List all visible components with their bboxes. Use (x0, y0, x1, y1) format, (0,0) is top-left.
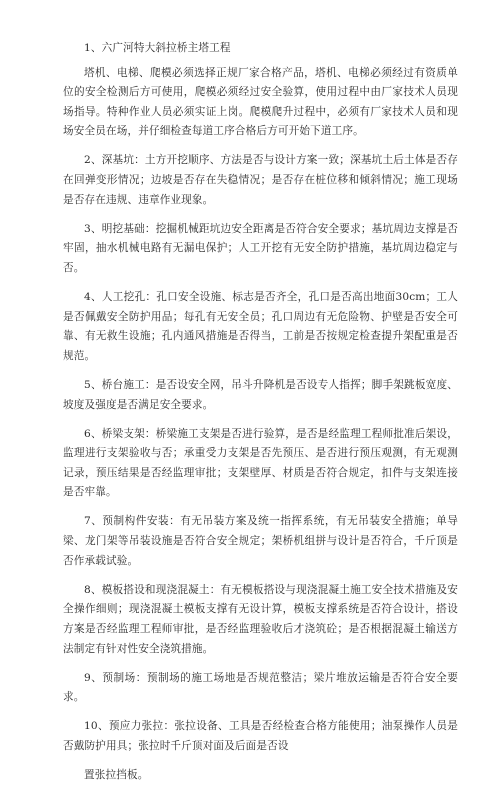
paragraph-precast-yard: 9、预制场：预制场的施工场地是否规范整洁；梁片堆放运输是否符合安全要求。 (63, 671, 458, 704)
section-heading-tower: 1、六广河特大斜拉桥主塔工程 (84, 42, 231, 54)
paragraph-prestress-tension: 10、预应力张拉：张拉设备、工具是否经检查合格方能使用；油泵操作人员是否戴防护用具；张拉时千斤顶对面及后面是否设 (63, 720, 458, 752)
paragraph-formwork-concrete: 8、模板搭设和现浇混凝土：有无模板搭设与现浇混凝土施工安全技术措施及安全操作细则；现浇混凝土模板支撑有无设计算，模板支撑系统是否符合设计，搭设方案是否经监理工程师审批，是否经监理验收后才浇筑砼；是否根据混凝土输送方法制定有针对性安全浇筑措施。 (63, 583, 458, 655)
paragraph-abutment-construction: 5、桥台施工：是否设安全网，吊斗升降机是否设专人指挥；脚手架跳板宽度、坡度及强度是否满足安全要求。 (63, 378, 458, 411)
paragraph-bridge-support: 6、桥梁支架：桥梁施工支架是否进行验算，是否是经监理工程师批准后架设，监理进行支架验收与否；承重受力支架是否先预压、是否进行预压观测，有无观测记录，预压结果是否经监理审批；支架壁厚、材质是否符合规定，扣件与支架连接是否牢靠。 (63, 427, 458, 499)
paragraph-deep-foundation-pit: 2、深基坑：土方开挖顺序、方法是否与设计方案一致；深基坑土后土体是否存在回弹变形情况；边坡是否存在失稳情况；是否存在桩位移和倾斜情况；施工现场是否存在违规、违章作业现象。 (63, 154, 458, 206)
paragraph-open-excavation: 3、明挖基础：挖掘机械距坑边安全距离是否符合安全要求；基坑周边支撑是否牢固，抽水机械电路有无漏电保护；人工开挖有无安全防护措施，基坑周边稳定与否。 (63, 222, 458, 274)
paragraph-precast-installation: 7、预制构件安装：有无吊装方案及统一指挥系统，有无吊装安全措施；单导梁、龙门架等吊装设施是否符合安全规定；架桥机组拼与设计是否符合，千斤顶是否作承载试验。 (63, 515, 458, 567)
paragraph-manual-hole-digging: 4、人工挖孔：孔口安全设施、标志是否齐全，孔口是否高出地面30cm；工人是否佩戴安全防护用品；每孔有无安全员；孔口周边有无危险物、护壁是否安全可靠、有无救生设施；孔内通风措施是否得当，工前是否按规定检查提升架配重是否规范。 (63, 291, 458, 362)
document-body (63, 39, 458, 795)
paragraph-tension-baffle: 置张拉挡板。 (84, 769, 149, 781)
paragraph-tower-equipment: 塔机、电梯、爬模必须选择正规厂家合格产品，塔机、电梯必须经过有资质单位的安全检测后方可使用，爬模必须经过安全验算，使用过程中由厂家技术人员现场指导。特种作业人员必须实证上岗。爬模爬升过程中，必须有厂家技术人员和现场安全员在场，并仔细检查每道工序合格后方可开始下道工序。 (63, 66, 458, 138)
